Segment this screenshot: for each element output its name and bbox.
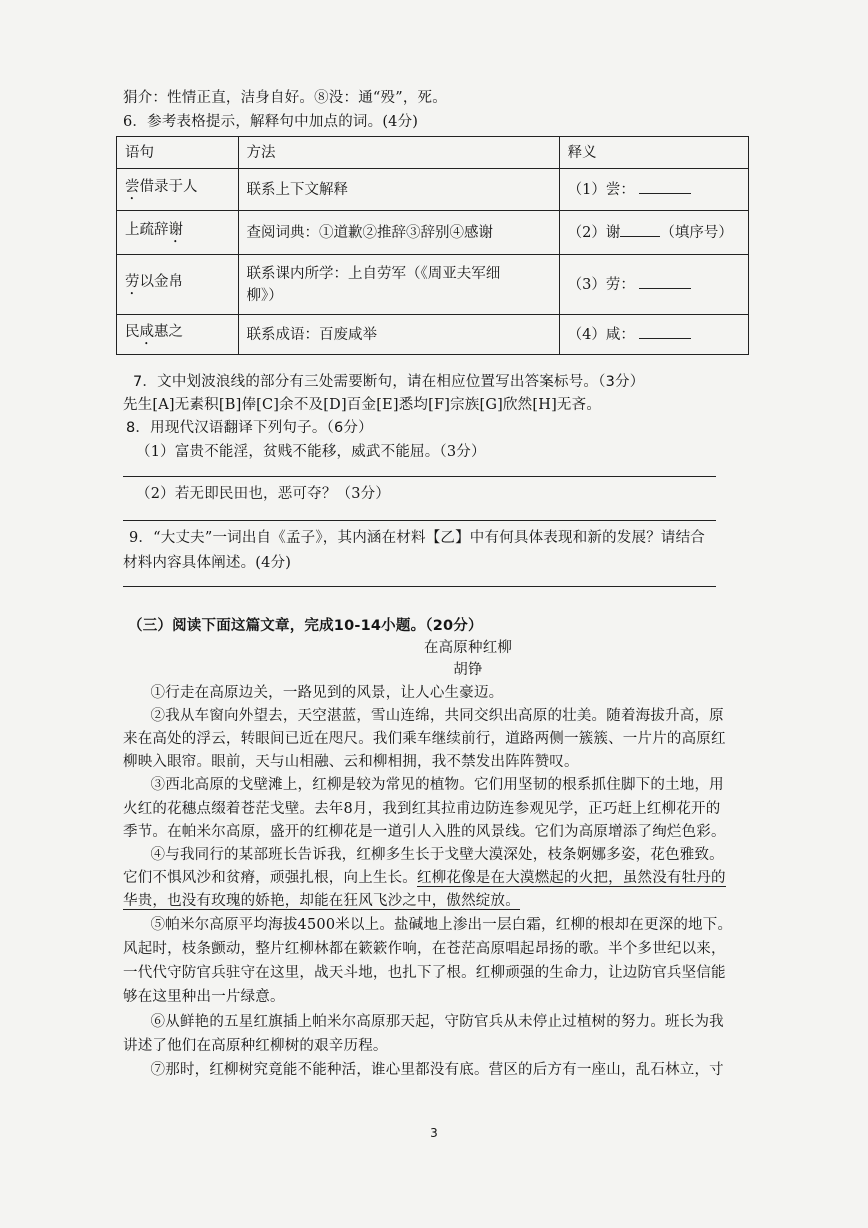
article-author: 胡铮 (453, 662, 483, 678)
method-cell: 联系课内所学：上自劳军（《周亚夫军细 柳》） (238, 255, 559, 315)
sentence-cell: 上疏辞谢 (117, 211, 239, 255)
underlined-sentence: 红柳花像是在大漠燃起的火把，虽然没有牡丹的 (417, 870, 726, 886)
sentence-cell: 尝借录于人 (117, 169, 239, 211)
underlined-sentence: 华贵，也没有玫瑰的娇艳，却能在狂风飞沙之中，傲然绽放。 (123, 893, 520, 909)
answer-line[interactable] (123, 520, 716, 521)
paragraph-2-line: ②我从车窗向外望去，天空湛蓝，雪山连绵，共同交织出高原的壮美。随着海拔升高，原 (150, 708, 724, 724)
paragraph-6-line: ⑥从鲜艳的五星红旗插上帕米尔高原那天起，守防官兵从未停止过植树的努力。班长为我 (150, 1014, 724, 1030)
table-row (117, 255, 749, 315)
answer-line[interactable] (123, 586, 716, 587)
article-title: 在高原种红柳 (423, 640, 513, 656)
paragraph-4-line: 它们不惧风沙和贫瘠，顽强扎根，向上生长。红柳花像是在大漠燃起的火把，虽然没有牡丹的 (123, 870, 726, 886)
answer-cell: （4）咸： (559, 315, 748, 355)
sentence-cell: 劳以金帛 (117, 255, 239, 315)
q8-prompt: 8．用现代汉语翻译下列句子。（6分） (126, 420, 373, 436)
paragraph-7-line: ⑦那时，红柳树究竟能不能种活，谁心里都没有底。营区的后方有一座山，乱石林立，寸 (150, 1062, 724, 1078)
paragraph-3-line: 季节。在帕米尔高原，盛开的红柳花是一道引人入胜的风景线。它们为高原增添了绚烂色彩。 (123, 824, 726, 840)
header-meaning: 释义 (559, 137, 748, 169)
paragraph-5-line: 够在这里种出一片绿意。 (123, 989, 285, 1005)
q7-prompt: 7．文中划波浪线的部分有三处需要断句，请在相应位置写出答案标号。（3分） (133, 374, 645, 390)
section-heading: （三）阅读下面这篇文章，完成10-14小题。（20分） (128, 618, 483, 634)
paragraph-2-line: 来在高处的浮云，转眼间已近在咫尺。我们乘车继续前行，道路两侧一簇簇、一片片的高原红 (123, 731, 726, 747)
q9-line-1: 9．“大丈夫”一词出自《孟子》，其内涵在材料【乙】中有何具体表现和新的发展？请结合 (129, 530, 705, 546)
answer-blank[interactable] (639, 274, 691, 289)
answer-blank[interactable] (639, 179, 691, 194)
answer-cell: （3）劳： (559, 255, 748, 315)
method-cell: 查阅词典：①道歉②推辞③辞别④感谢 (238, 211, 559, 255)
top-note: 狷介：性情正直，洁身自好。⑧没：通“殁”，死。 (123, 90, 447, 106)
header-method: 方法 (238, 137, 559, 169)
answer-blank[interactable] (639, 324, 691, 339)
method-cell: 联系上下文解释 (238, 169, 559, 211)
paragraph-5-line: 风起时，枝条颤动，整片红柳林都在簌簌作响，在苍茫高原唱起昂扬的歌。半个多世纪以来， (123, 941, 726, 957)
paragraph-4-line: ④与我同行的某部班长告诉我，红柳多生长于戈壁大漠深处，枝条婀娜多姿，花色雅致。 (150, 847, 724, 863)
paragraph-3-line: ③西北高原的戈壁滩上，红柳是较为常见的植物。它们用坚韧的根系抓住脚下的土地，用 (150, 777, 724, 793)
paragraph-4-line (123, 891, 813, 911)
q6-prompt: 6．参考表格提示，解释句中加点的词。(4分) (123, 114, 419, 130)
sentence-cell: 民咸惠之 (117, 315, 239, 355)
page-number: 3 (430, 1126, 438, 1140)
paragraph-1: ①行走在高原边关，一路见到的风景，让人心生豪迈。 (150, 685, 504, 701)
q9-line-2: 材料内容具体阐述。(4分) (123, 555, 292, 571)
paragraph-3-line: 火红的花穗点缀着苍茫戈壁。去年8月，我到红其拉甫边防连参观见学，正巧赶上红柳花开的 (123, 801, 721, 817)
answer-line[interactable] (123, 476, 716, 477)
header-sentence: 语句 (117, 137, 239, 169)
paragraph-2-line: 柳映入眼帘。眼前，天与山相融、云和柳相拥，我不禁发出阵阵赞叹。 (123, 754, 579, 770)
q6-table (116, 136, 749, 355)
paragraph-5-line: ⑤帕米尔高原平均海拔4500米以上。盐碱地上渗出一层白霜，红柳的根却在更深的地下。 (150, 917, 733, 933)
paragraph-5-line: 一代代守防官兵驻守在这里，战天斗地，也扎下了根。红柳顽强的生命力，让边防官兵坚信能 (123, 965, 726, 981)
table-row (117, 315, 749, 355)
answer-cell: （2）谢 （填序号） (559, 211, 748, 255)
answer-blank[interactable] (620, 222, 660, 237)
table-header-row (117, 137, 749, 169)
q7-text: 先生[A]无素积[B]俸[C]余不及[D]百金[E]悉均[F]宗族[G]欣然[H]无吝。 (123, 397, 602, 413)
table-row (117, 211, 749, 255)
answer-cell: （1）尝： (559, 169, 748, 211)
q8-sentence-1: （1）富贵不能淫，贫贱不能移，威武不能屈。（3分） (136, 444, 486, 460)
method-cell: 联系成语：百废咸举 (238, 315, 559, 355)
table-row (117, 169, 749, 211)
q8-sentence-2: （2）若无即民田也，恶可夺？（3分） (136, 486, 391, 502)
paragraph-6-line: 讲述了他们在高原种红柳树的艰辛历程。 (123, 1038, 388, 1054)
